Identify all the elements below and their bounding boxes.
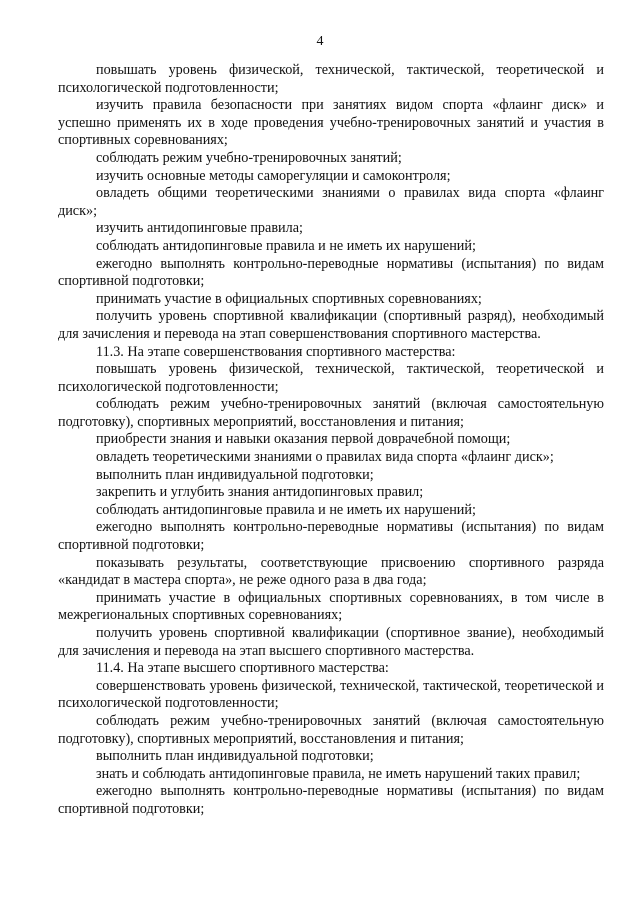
paragraph: изучить правила безопасности при занятиях видом спорта «флаинг диск» и успешно применять их в ходе проведения учебно-тренировочных занятий и участия в спортивных соревнованиях; [58,97,604,149]
paragraph: овладеть общими теоретическими знаниями о правилах вида спорта «флаинг диск»; [58,185,604,219]
paragraph: соблюдать антидопинговые правила и не иметь их нарушений; [96,501,476,518]
paragraph: ежегодно выполнять контрольно-переводные нормативы (испытания) по видам спортивной подготовки; [58,519,604,554]
paragraph: повышать уровень физической, технической, тактической, теоретической и психологической подготовленности; [58,62,604,96]
paragraph: совершенствовать уровень физической, технической, тактической, теоретической и психологической подготовленности; [58,677,604,712]
paragraph: закрепить и углубить знания антидопинговых правил; [96,484,424,501]
paragraph: соблюдать антидопинговые правила и не иметь их нарушений; [96,237,476,254]
paragraph: получить уровень спортивной квалификации (спортивный разряд), необходимый для зачисления и перевода на этап совершенствования спортивного мастерства. [58,308,604,342]
paragraph: принимать участие в официальных спортивных соревнованиях, в том числе в межрегиональных спортивных соревнованиях; [58,589,604,624]
paragraph: изучить основные методы саморегуляции и самоконтроля; [96,167,451,184]
paragraph: выполнить план индивидуальной подготовки; [96,748,374,765]
paragraph: повышать уровень физической, технической, тактической, теоретической и психологической подготовленности; [58,361,604,395]
paragraph: принимать участие в официальных спортивных соревнованиях; [96,290,482,307]
page-number: 4 [316,34,324,49]
paragraph: соблюдать режим учебно-тренировочных занятий (включая самостоятельную подготовку), спортивных мероприятий, восстановления и питания; [58,396,604,430]
paragraph: изучить антидопинговые правила; [96,220,303,237]
body-text [58,62,604,819]
paragraph: соблюдать режим учебно-тренировочных занятий (включая самостоятельную подготовку), спортивных мероприятий, восстановления и питания; [58,712,604,747]
paragraph: показывать результаты, соответствующие присвоению спортивного разряда «кандидат в мастера спорта», не реже одного раза в два года; [58,554,604,589]
paragraph: выполнить план индивидуальной подготовки; [96,466,374,483]
paragraph: получить уровень спортивной квалификации (спортивное звание), необходимый для зачисления и перевода на этап высшего спортивного мастерства. [58,625,604,659]
paragraph: соблюдать режим учебно-тренировочных занятий; [96,149,402,166]
paragraph: знать и соблюдать антидопинговые правила, не иметь нарушений таких правил; [96,765,581,782]
paragraph: овладеть теоретическими знаниями о правилах вида спорта «флаинг диск»; [96,449,554,466]
paragraph: приобрести знания и навыки оказания первой доврачебной помощи; [96,431,511,448]
paragraph: 11.4. На этапе высшего спортивного мастерства: [96,660,389,677]
paragraph: 11.3. На этапе совершенствования спортивного мастерства: [96,343,456,360]
paragraph: ежегодно выполнять контрольно-переводные нормативы (испытания) по видам спортивной подготовки; [58,783,604,817]
paragraph: ежегодно выполнять контрольно-переводные нормативы (испытания) по видам спортивной подготовки; [58,255,604,290]
